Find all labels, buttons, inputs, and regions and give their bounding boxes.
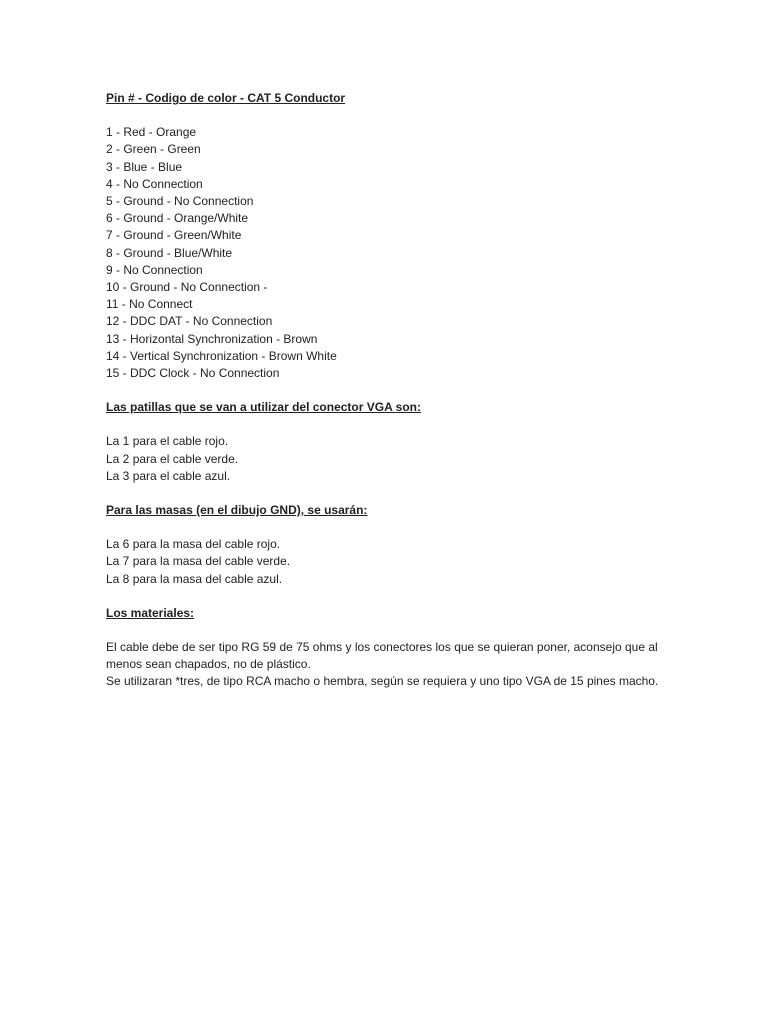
grounds-line: La 8 para la masa del cable azul.: [106, 571, 283, 586]
pinout-line: 13 - Horizontal Synchronization - Brown: [106, 331, 318, 346]
pins-used-line: La 1 para el cable rojo.: [106, 434, 229, 449]
pinout-line: 1 - Red - Orange: [106, 125, 197, 140]
pinout-line: 7 - Ground - Green/White: [106, 228, 242, 243]
materials-body: [106, 639, 666, 691]
spacer: [106, 519, 666, 536]
pinout-line: 3 - Blue - Blue: [106, 159, 183, 174]
grounds-heading: Para las masas (en el dibujo GND), se usarán:: [106, 503, 368, 518]
spacer: [106, 622, 666, 639]
pinout-line: 8 - Ground - Blue/White: [106, 245, 233, 260]
pinout-line: 15 - DDC Clock - No Connection: [106, 366, 280, 381]
document-page: [106, 90, 666, 691]
pinout-line: 12 - DDC DAT - No Connection: [106, 314, 273, 329]
grounds-list: [106, 536, 666, 588]
pinout-line: 4 - No Connection: [106, 176, 203, 191]
pinout-line: 6 - Ground - Orange/White: [106, 211, 249, 226]
pins-used-line: La 3 para el cable azul.: [106, 468, 231, 483]
spacer: [106, 588, 666, 605]
grounds-line: La 7 para la masa del cable verde.: [106, 554, 291, 569]
spacer: [106, 107, 666, 124]
materials-heading: Los materiales:: [106, 605, 195, 620]
pinout-line: 2 - Green - Green: [106, 142, 201, 157]
pinout-line: 11 - No Connect: [106, 297, 193, 312]
pins-used-heading: Las patillas que se van a utilizar del conector VGA son:: [106, 400, 421, 415]
pins-used-line: La 2 para el cable verde.: [106, 451, 239, 466]
pinout-line: 9 - No Connection: [106, 262, 203, 277]
materials-paragraph: El cable debe de ser tipo RG 59 de 75 ohms y los conectores los que se quieran poner, aconsejo que al menos sean chapados, no de plástico.: [106, 640, 658, 672]
pinout-line: 5 - Ground - No Connection: [106, 194, 254, 209]
pinout-line: 10 - Ground - No Connection -: [106, 280, 268, 295]
pins-used-list: [106, 433, 666, 485]
pinout-list: [106, 124, 666, 382]
pinout-heading: Pin # - Codigo de color - CAT 5 Conductor: [106, 91, 346, 105]
spacer: [106, 416, 666, 433]
spacer: [106, 382, 666, 399]
materials-paragraph: Se utilizaran *tres, de tipo RCA macho o hembra, según se requiera y uno tipo VGA de 15 pines macho.: [106, 674, 659, 689]
pinout-line: 14 - Vertical Synchronization - Brown White: [106, 348, 337, 363]
grounds-line: La 6 para la masa del cable rojo.: [106, 537, 281, 552]
spacer: [106, 485, 666, 502]
